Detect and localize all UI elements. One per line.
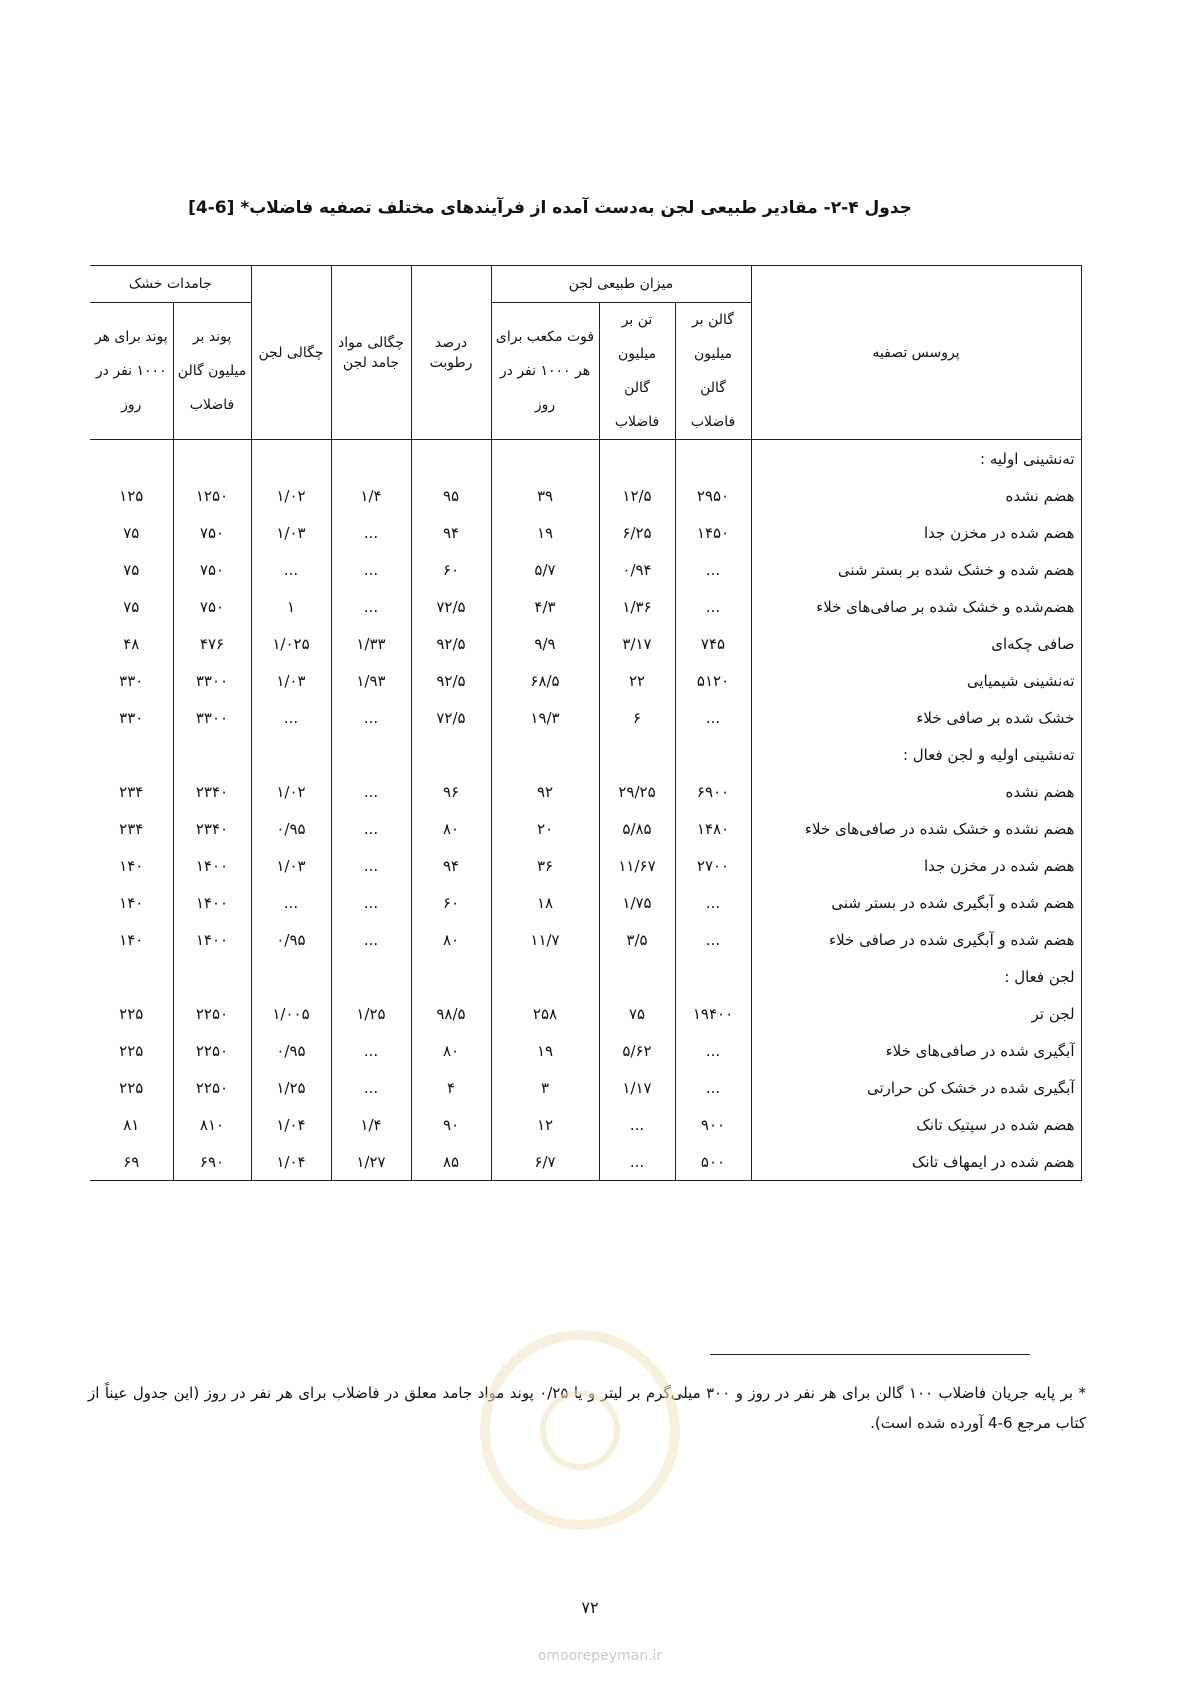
process-cell: هضم شده و آبگیری شده در صافی خلاء — [751, 921, 1081, 958]
value-cell-ft3: ۱۱/۷ — [491, 921, 599, 958]
value-cell-moist: ۹۶ — [411, 773, 491, 810]
value-cell-lb1k: ۲۳۴ — [90, 810, 173, 847]
value-cell-sg: ۱ — [251, 588, 331, 625]
process-cell: هضم شده و آبگیری شده در بستر شنی — [751, 884, 1081, 921]
table-row — [90, 1032, 1081, 1069]
value-cell-sg: ... — [251, 699, 331, 736]
value-cell-lbmg: ۷۵۰ — [173, 588, 251, 625]
value-cell-moist — [411, 440, 491, 478]
value-cell-moist: ۴ — [411, 1069, 491, 1106]
value-cell-ft3: ۱۲ — [491, 1106, 599, 1143]
value-cell-lb1k: ۷۵ — [90, 514, 173, 551]
value-cell-ft3: ۱۹ — [491, 1032, 599, 1069]
value-cell-moist: ۹۲/۵ — [411, 662, 491, 699]
value-cell-ft3 — [491, 958, 599, 995]
value-cell-sg: ۱/۰۲۵ — [251, 625, 331, 662]
value-cell-ton: ... — [599, 1106, 675, 1143]
value-cell-sgs — [331, 958, 411, 995]
value-cell-ft3: ۶/۷ — [491, 1143, 599, 1181]
value-cell-gal: ... — [675, 699, 751, 736]
process-cell: هضم نشده — [751, 477, 1081, 514]
header-sludge-density: چگالی لجن — [251, 266, 331, 440]
value-cell-lb1k: ۸۱ — [90, 1106, 173, 1143]
process-cell: هضم نشده و خشک شده در صافی‌های خلاء — [751, 810, 1081, 847]
value-cell-lb1k: ۶۹ — [90, 1143, 173, 1181]
value-cell-sgs: ... — [331, 810, 411, 847]
value-cell-ton: ۰/۹۴ — [599, 551, 675, 588]
value-cell-ton: ۱۱/۶۷ — [599, 847, 675, 884]
table-body — [90, 440, 1081, 1181]
value-cell-sgs: ... — [331, 1069, 411, 1106]
value-cell-lb1k: ۲۳۴ — [90, 773, 173, 810]
value-cell-sg: ۱/۰۳ — [251, 847, 331, 884]
value-cell-ft3: ۹۲ — [491, 773, 599, 810]
value-cell-sgs: ... — [331, 588, 411, 625]
value-cell-moist: ۷۲/۵ — [411, 699, 491, 736]
value-cell-ton: ۱/۱۷ — [599, 1069, 675, 1106]
table-row — [90, 477, 1081, 514]
value-cell-lb1k — [90, 958, 173, 995]
value-cell-gal: ۲۹۵۰ — [675, 477, 751, 514]
value-cell-sg: ۱/۰۲ — [251, 773, 331, 810]
value-cell-moist: ۶۰ — [411, 551, 491, 588]
site-watermark-text: omoorepeyman.ir — [537, 1648, 663, 1664]
table-row — [90, 662, 1081, 699]
value-cell-lb1k: ۷۵ — [90, 551, 173, 588]
table-row — [90, 884, 1081, 921]
value-cell-gal — [675, 958, 751, 995]
value-cell-lbmg: ۷۵۰ — [173, 551, 251, 588]
section-row — [90, 440, 1081, 478]
watermark-seal — [480, 1330, 680, 1530]
header-ton-per-mgal: تن بر میلیون گالن فاضلاب — [599, 303, 675, 440]
value-cell-ton: ۱۲/۵ — [599, 477, 675, 514]
value-cell-gal: ۹۰۰ — [675, 1106, 751, 1143]
value-cell-gal: ۱۴۸۰ — [675, 810, 751, 847]
value-cell-sgs: ... — [331, 514, 411, 551]
value-cell-ton: ۶/۲۵ — [599, 514, 675, 551]
value-cell-sgs: ... — [331, 847, 411, 884]
value-cell-gal: ... — [675, 921, 751, 958]
value-cell-moist: ۹۴ — [411, 514, 491, 551]
value-cell-moist: ۹۴ — [411, 847, 491, 884]
header-solids-density: چگالی مواد جامد لجن — [331, 266, 411, 440]
value-cell-ton: ۶ — [599, 699, 675, 736]
header-lb-per-mgal: پوند بر میلیون گالن فاضلاب — [173, 303, 251, 440]
value-cell-sgs — [331, 440, 411, 478]
value-cell-ton: ۲۹/۲۵ — [599, 773, 675, 810]
value-cell-lb1k: ۱۲۵ — [90, 477, 173, 514]
process-cell: هضم شده در مخزن جدا — [751, 847, 1081, 884]
value-cell-ton: ۲۲ — [599, 662, 675, 699]
process-cell: هضم شده و خشک شده بر بستر شنی — [751, 551, 1081, 588]
value-cell-moist: ۹۰ — [411, 1106, 491, 1143]
value-cell-gal: ... — [675, 1032, 751, 1069]
value-cell-ft3 — [491, 440, 599, 478]
value-cell-lbmg: ۲۲۵۰ — [173, 1032, 251, 1069]
table-row — [90, 514, 1081, 551]
value-cell-ton: ۳/۱۷ — [599, 625, 675, 662]
header-gal-per-mgal: گالن بر میلیون گالن فاضلاب — [675, 303, 751, 440]
process-cell: هضم‌شده و خشک شده بر صافی‌های خلاء — [751, 588, 1081, 625]
section-label: ته‌نشینی اولیه و لجن فعال : — [751, 736, 1081, 773]
sludge-table-container — [90, 265, 1081, 1271]
footnote: * بر پایه جریان فاضلاب ۱۰۰ گالن برای هر نفر در روز و ۳۰۰ میلی‌گرم بر لیتر و یا ۰/۲۵ پوند مواد جامد معلق در فاضلاب برای هر نفر در روز (این جدول عیناً از کتاب مرجع 6-4 آورده شده است). — [88, 1384, 1087, 1432]
value-cell-ton — [599, 440, 675, 478]
section-row — [90, 958, 1081, 995]
sludge-table — [90, 265, 1082, 1181]
header-moisture: درصد رطوبت — [411, 266, 491, 440]
value-cell-lb1k: ۳۳۰ — [90, 699, 173, 736]
value-cell-ton: ۵/۶۲ — [599, 1032, 675, 1069]
process-cell: آبگیری شده در خشک کن حرارتی — [751, 1069, 1081, 1106]
value-cell-ton: ۱/۳۶ — [599, 588, 675, 625]
value-cell-gal: ... — [675, 1069, 751, 1106]
value-cell-lbmg: ۱۴۰۰ — [173, 884, 251, 921]
value-cell-lbmg: ۲۳۴۰ — [173, 773, 251, 810]
process-cell: هضم نشده — [751, 773, 1081, 810]
value-cell-ft3: ۲۵۸ — [491, 995, 599, 1032]
value-cell-lbmg — [173, 958, 251, 995]
value-cell-moist: ۸۰ — [411, 1032, 491, 1069]
value-cell-gal: ... — [675, 551, 751, 588]
value-cell-ft3: ۴/۳ — [491, 588, 599, 625]
value-cell-ft3: ۵/۷ — [491, 551, 599, 588]
header-ft3-per-1000: فوت مکعب برای هر ۱۰۰۰ نفر در روز — [491, 303, 599, 440]
value-cell-ft3: ۶۸/۵ — [491, 662, 599, 699]
value-cell-lbmg: ۲۳۴۰ — [173, 810, 251, 847]
value-cell-moist — [411, 958, 491, 995]
value-cell-ft3: ۳۹ — [491, 477, 599, 514]
value-cell-lbmg: ۲۲۵۰ — [173, 1069, 251, 1106]
value-cell-ton: ۵/۸۵ — [599, 810, 675, 847]
value-cell-moist: ۸۰ — [411, 810, 491, 847]
value-cell-sg — [251, 440, 331, 478]
value-cell-lbmg — [173, 736, 251, 773]
value-cell-sg: ۱/۲۵ — [251, 1069, 331, 1106]
process-cell: هضم شده در سپتیک تانک — [751, 1106, 1081, 1143]
value-cell-sgs: ... — [331, 1032, 411, 1069]
value-cell-lbmg: ۸۱۰ — [173, 1106, 251, 1143]
value-cell-lbmg: ۲۲۵۰ — [173, 995, 251, 1032]
table-row — [90, 921, 1081, 958]
value-cell-gal: ۷۴۵ — [675, 625, 751, 662]
value-cell-ton: ۷۵ — [599, 995, 675, 1032]
section-label: ته‌نشینی اولیه : — [751, 440, 1081, 478]
value-cell-lb1k — [90, 440, 173, 478]
value-cell-sgs: ۱/۴ — [331, 1106, 411, 1143]
value-cell-sg: ۱/۰۰۵ — [251, 995, 331, 1032]
value-cell-lb1k: ۱۴۰ — [90, 921, 173, 958]
value-cell-lb1k: ۲۲۵ — [90, 1069, 173, 1106]
value-cell-moist — [411, 736, 491, 773]
value-cell-sgs: ۱/۳۳ — [331, 625, 411, 662]
header-process: پروسس تصفیه — [751, 266, 1081, 440]
value-cell-lb1k: ۴۸ — [90, 625, 173, 662]
value-cell-lbmg: ۱۴۰۰ — [173, 921, 251, 958]
process-cell: هضم شده در ایمهاف تانک — [751, 1143, 1081, 1181]
value-cell-ft3: ۳۶ — [491, 847, 599, 884]
value-cell-sgs: ۱/۹۳ — [331, 662, 411, 699]
header-lb-per-1000: پوند برای هر ۱۰۰۰ نفر در روز — [90, 303, 173, 440]
value-cell-moist: ۹۵ — [411, 477, 491, 514]
header-dry-solids: جامدات خشک — [90, 266, 251, 303]
value-cell-sg — [251, 958, 331, 995]
value-cell-sgs: ... — [331, 699, 411, 736]
value-cell-gal: ۲۷۰۰ — [675, 847, 751, 884]
value-cell-ton — [599, 736, 675, 773]
value-cell-sgs: ... — [331, 773, 411, 810]
value-cell-gal: ۵۱۲۰ — [675, 662, 751, 699]
value-cell-sgs: ... — [331, 884, 411, 921]
value-cell-lbmg — [173, 440, 251, 478]
value-cell-lbmg: ۱۲۵۰ — [173, 477, 251, 514]
table-row — [90, 588, 1081, 625]
value-cell-lbmg: ۳۳۰۰ — [173, 662, 251, 699]
table-row — [90, 773, 1081, 810]
process-cell: صافی چکه‌ای — [751, 625, 1081, 662]
value-cell-ft3: ۱۹/۳ — [491, 699, 599, 736]
value-cell-ft3: ۱۸ — [491, 884, 599, 921]
value-cell-lbmg: ۴۷۶ — [173, 625, 251, 662]
value-cell-gal: ۶۹۰۰ — [675, 773, 751, 810]
process-cell: آبگیری شده در صافی‌های خلاء — [751, 1032, 1081, 1069]
value-cell-gal: ... — [675, 884, 751, 921]
value-cell-lb1k: ۳۳۰ — [90, 662, 173, 699]
table-caption: جدول ۴-۲- مقادیر طبیعی لجن به‌دست آمده از فرآیندهای مختلف تصفیه فاضلاب* [6-4] — [188, 198, 912, 218]
process-cell: هضم شده در مخزن جدا — [751, 514, 1081, 551]
value-cell-ft3: ۹/۹ — [491, 625, 599, 662]
value-cell-lbmg: ۳۳۰۰ — [173, 699, 251, 736]
table-row — [90, 625, 1081, 662]
header-typical-sludge: میزان طبیعی لجن — [491, 266, 751, 303]
value-cell-moist: ۸۰ — [411, 921, 491, 958]
value-cell-sgs: ... — [331, 921, 411, 958]
value-cell-sg: ... — [251, 551, 331, 588]
value-cell-sg: ۰/۹۵ — [251, 1032, 331, 1069]
value-cell-sgs: ۱/۲۷ — [331, 1143, 411, 1181]
value-cell-lb1k: ۲۲۵ — [90, 995, 173, 1032]
value-cell-ft3: ۲۰ — [491, 810, 599, 847]
table-row — [90, 1106, 1081, 1143]
table-row — [90, 551, 1081, 588]
value-cell-lb1k: ۲۲۵ — [90, 1032, 173, 1069]
table-row — [90, 1069, 1081, 1106]
value-cell-sg: ۱/۰۳ — [251, 514, 331, 551]
value-cell-sg — [251, 736, 331, 773]
value-cell-sg: ... — [251, 884, 331, 921]
process-cell: لجن تر — [751, 995, 1081, 1032]
table-row — [90, 995, 1081, 1032]
section-label: لجن فعال : — [751, 958, 1081, 995]
value-cell-sg: ۱/۰۲ — [251, 477, 331, 514]
value-cell-ton: ۱/۷۵ — [599, 884, 675, 921]
footnote-divider — [710, 1354, 1030, 1355]
value-cell-ft3: ۱۹ — [491, 514, 599, 551]
value-cell-ton: ۳/۵ — [599, 921, 675, 958]
value-cell-lb1k: ۷۵ — [90, 588, 173, 625]
value-cell-sg: ۱/۰۳ — [251, 662, 331, 699]
value-cell-lb1k — [90, 736, 173, 773]
value-cell-sg: ۰/۹۵ — [251, 810, 331, 847]
value-cell-lb1k: ۱۴۰ — [90, 847, 173, 884]
value-cell-gal: ۱۹۴۰۰ — [675, 995, 751, 1032]
value-cell-gal: ۱۴۵۰ — [675, 514, 751, 551]
process-cell: ته‌نشینی شیمیایی — [751, 662, 1081, 699]
table-row — [90, 699, 1081, 736]
value-cell-sgs — [331, 736, 411, 773]
value-cell-ft3 — [491, 736, 599, 773]
value-cell-ton — [599, 958, 675, 995]
page-number: ۷۲ — [581, 1598, 599, 1617]
value-cell-lbmg: ۶۹۰ — [173, 1143, 251, 1181]
value-cell-sg: ۱/۰۴ — [251, 1143, 331, 1181]
value-cell-moist: ۹۲/۵ — [411, 625, 491, 662]
value-cell-lbmg: ۱۴۰۰ — [173, 847, 251, 884]
value-cell-moist: ۹۸/۵ — [411, 995, 491, 1032]
value-cell-ft3: ۳ — [491, 1069, 599, 1106]
value-cell-sg: ۰/۹۵ — [251, 921, 331, 958]
value-cell-gal: ۵۰۰ — [675, 1143, 751, 1181]
value-cell-lbmg: ۷۵۰ — [173, 514, 251, 551]
value-cell-sgs: ۱/۴ — [331, 477, 411, 514]
value-cell-moist: ۸۵ — [411, 1143, 491, 1181]
process-cell: خشک شده بر صافی خلاء — [751, 699, 1081, 736]
table-row — [90, 810, 1081, 847]
value-cell-sgs: ۱/۲۵ — [331, 995, 411, 1032]
table-row — [90, 847, 1081, 884]
value-cell-sg: ۱/۰۴ — [251, 1106, 331, 1143]
table-row — [90, 1143, 1081, 1181]
value-cell-gal: ... — [675, 588, 751, 625]
value-cell-lb1k: ۱۴۰ — [90, 884, 173, 921]
section-row — [90, 736, 1081, 773]
value-cell-gal — [675, 440, 751, 478]
value-cell-sgs: ... — [331, 551, 411, 588]
value-cell-gal — [675, 736, 751, 773]
value-cell-ton: ... — [599, 1143, 675, 1181]
value-cell-moist: ۶۰ — [411, 884, 491, 921]
value-cell-moist: ۷۲/۵ — [411, 588, 491, 625]
